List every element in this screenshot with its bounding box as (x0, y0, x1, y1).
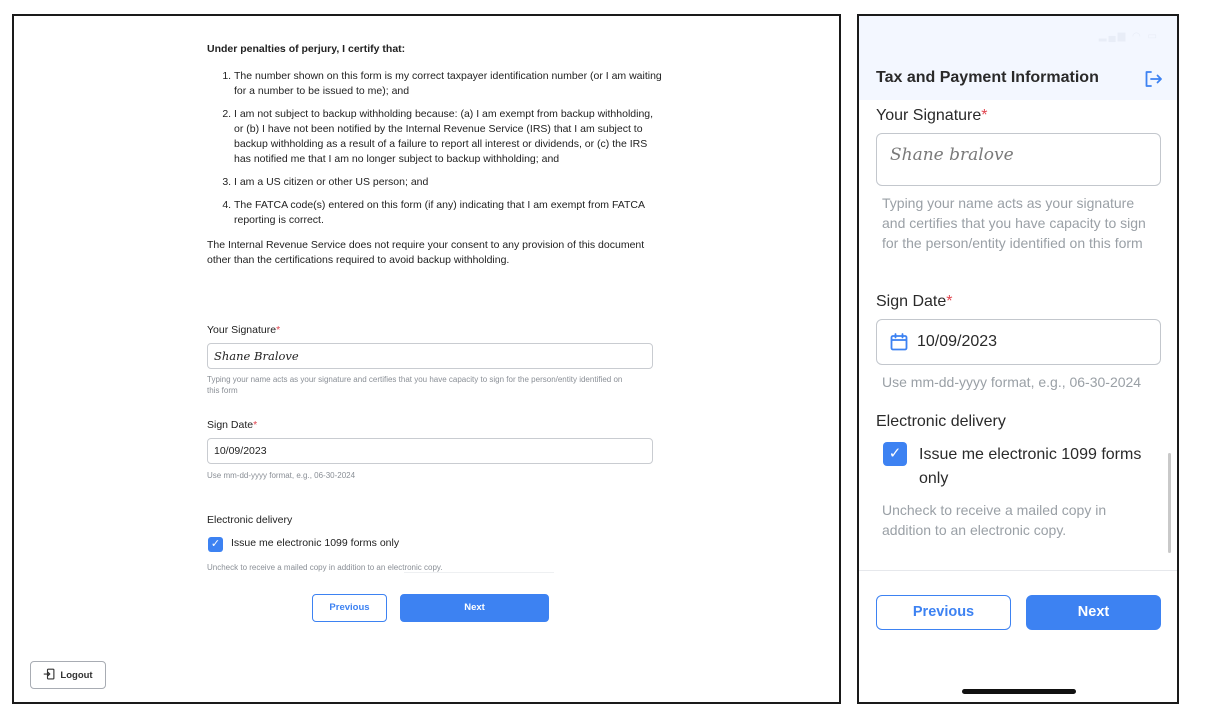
required-mark: * (253, 419, 258, 431)
status-bar (859, 16, 1177, 58)
exit-icon[interactable] (1143, 69, 1163, 89)
divider (859, 570, 1177, 571)
sign-date-label (876, 293, 953, 311)
sign-date-value: 10/09/2023 (917, 333, 998, 350)
previous-button[interactable]: Previous (876, 595, 1011, 630)
electronic-delivery-help: Uncheck to receive a mailed copy in addition to an electronic copy. (207, 563, 443, 572)
signature-value: Shane bralove (890, 145, 1014, 165)
certification-item: 4. The FATCA code(s) entered on this form (if any) indicating that I am exempt from FATCA reporting is correct. (234, 198, 662, 228)
signature-input[interactable]: Shane Bralove (207, 343, 653, 369)
signature-label (207, 324, 280, 336)
signature-help: Typing your name acts as your signature and certifies that you have capacity to sign for the person/entity identified on this form (882, 195, 1146, 251)
mobile-form-view (857, 14, 1179, 704)
signature-label (876, 107, 988, 125)
signature-input[interactable] (876, 133, 1161, 186)
sign-date-label-text: Sign Date (876, 293, 947, 310)
sign-date-input[interactable]: 10/09/2023 (207, 438, 653, 464)
logout-icon (43, 668, 55, 683)
certification-item: 2. I am not subject to backup withholding because: (a) I am exempt from backup withholding, or (b) I have not been notified by the Internal Revenue Service (IRS) that I am subject to backup withholding as a result of a failure to report all interest or dividends, or (c) the IRS has notified me that I am no longer subject to backup withholding; and (234, 107, 662, 167)
next-button[interactable]: Next (1026, 595, 1161, 630)
required-mark: * (981, 107, 988, 124)
scrollbar[interactable] (1168, 453, 1171, 553)
required-mark: * (276, 324, 281, 336)
logout-label: Logout (60, 669, 93, 681)
sign-date-label (207, 419, 257, 431)
divider (404, 572, 554, 573)
signature-help: Typing your name acts as your signature and certifies that you have capacity to sign for the person/entity identified on this form (207, 375, 623, 395)
desktop-form-view (12, 14, 841, 704)
certification-item: 3. I am a US citizen or other US person; and (234, 175, 662, 190)
electronic-delivery-checkbox-label[interactable]: Issue me electronic 1099 forms only (919, 446, 1142, 487)
signature-label-text: Your Signature (207, 324, 277, 336)
electronic-delivery-help: Uncheck to receive a mailed copy in addition to an electronic copy. (882, 502, 1107, 538)
checkmark-icon: ✓ (888, 445, 902, 462)
sign-date-help: Use mm-dd-yyyy format, e.g., 06-30-2024 (207, 471, 356, 480)
calendar-icon (890, 333, 908, 351)
mobile-header (859, 58, 1177, 100)
certification-item: 1. The number shown on this form is my correct taxpayer identification number (or I am waiting for a number to be issued to me); and (234, 69, 662, 99)
electronic-delivery-label: Electronic delivery (207, 514, 293, 526)
logout-button[interactable] (30, 661, 106, 689)
sign-date-help: Use mm-dd-yyyy format, e.g., 06-30-2024 (882, 374, 1142, 390)
electronic-delivery-checkbox[interactable] (883, 442, 907, 466)
status-icons: ▂▄▆ ◠ ▭ (1098, 31, 1159, 42)
certification-list (207, 69, 662, 228)
electronic-delivery-label: Electronic delivery (876, 413, 1006, 430)
previous-button[interactable]: Previous (312, 594, 387, 622)
electronic-delivery-checkbox-label[interactable]: Issue me electronic 1099 forms only (231, 537, 400, 549)
page-title: Tax and Payment Information (876, 69, 1099, 86)
next-button[interactable]: Next (400, 594, 549, 622)
sign-date-input[interactable] (876, 319, 1161, 365)
irs-consent-note: The Internal Revenue Service does not require your consent to any provision of this document other than the certifications required to avoid backup withholding. (207, 239, 645, 266)
electronic-delivery-checkbox[interactable] (208, 537, 223, 552)
sign-date-label-text: Sign Date (207, 419, 254, 431)
certification-section (207, 42, 662, 279)
checkmark-icon: ✓ (210, 538, 221, 550)
required-mark: * (946, 293, 953, 310)
signature-label-text: Your Signature (876, 107, 982, 124)
certify-heading: Under penalties of perjury, I certify that: (207, 43, 406, 55)
home-indicator (962, 689, 1076, 694)
